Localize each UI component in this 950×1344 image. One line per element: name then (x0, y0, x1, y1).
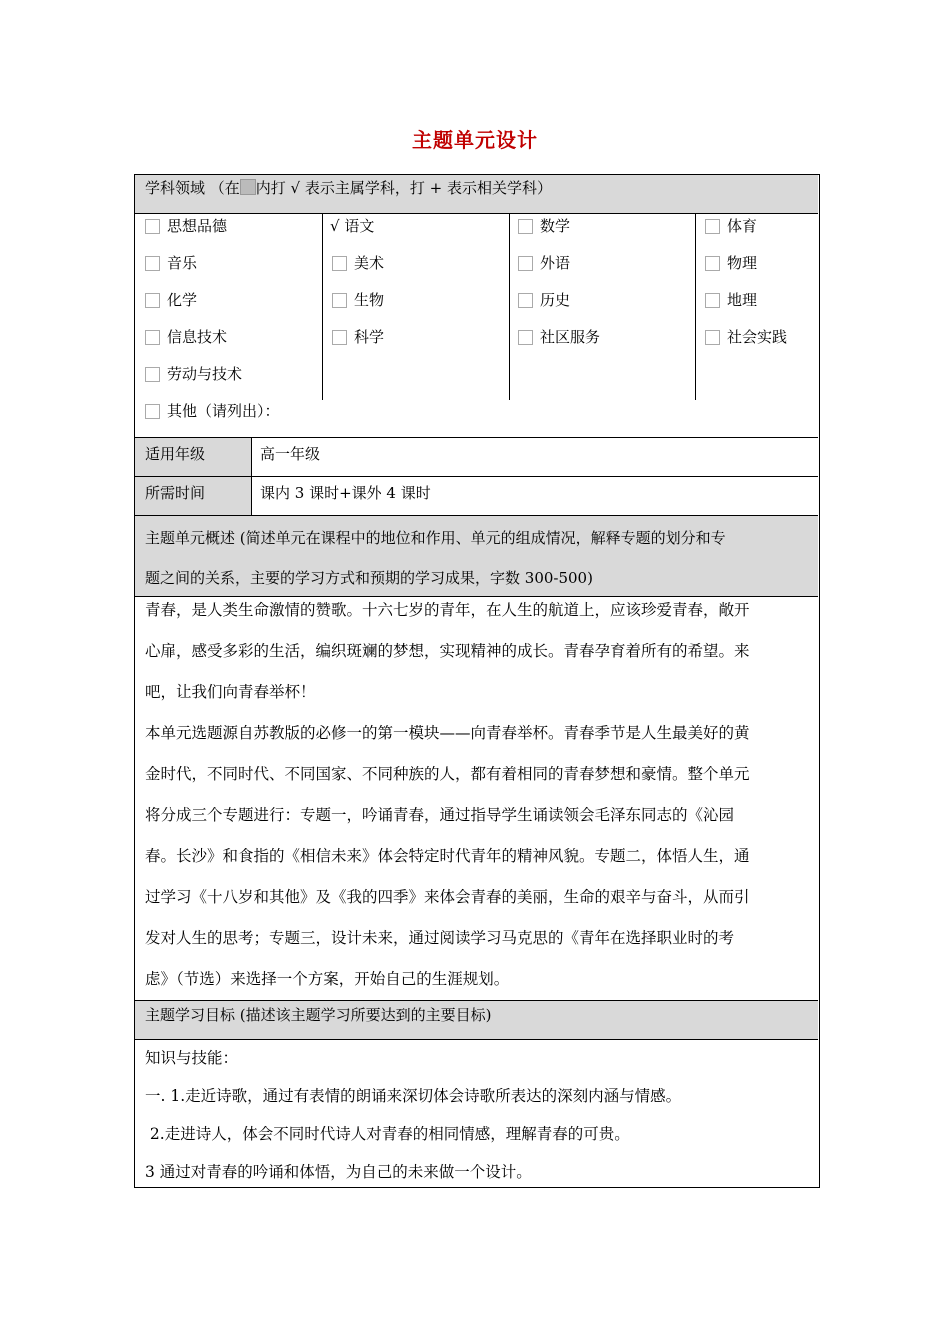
goals-line: 3 通过对青春的吟诵和体悟，为自己的未来做一个设计。 (145, 1163, 532, 1181)
overview-line: 金时代，不同时代、不同国家、不同种族的人，都有着相同的青春梦想和豪情。整个单元 (145, 765, 750, 783)
overview-header (135, 516, 818, 596)
unit-design-table (134, 174, 820, 1188)
subject-field-label-after: 内打 √ 表示主属学科，打 + 表示相关学科） (255, 179, 552, 197)
goals-line: 一. 1.走近诗歌，通过有表情的朗诵来深切体会诗歌所表达的深刻内涵与情感。 (145, 1087, 682, 1105)
time-label-cell (135, 477, 251, 515)
subject-science: 科学 (354, 328, 385, 346)
time-label: 所需时间 (145, 484, 206, 502)
subject-music: 音乐 (167, 254, 198, 272)
subject-biology: 生物 (354, 291, 385, 309)
subject-other: 其他（请列出）： (167, 402, 280, 420)
subject-chinese-checked: √ 语文 (330, 217, 375, 235)
overview-line: 心扉，感受多彩的生活，编织斑斓的梦想，实现精神的成长。青春孕育着所有的希望。来 (145, 642, 750, 660)
overview-line: 本单元选题源自苏教版的必修一的第一模块——向青春举杯。青春季节是人生最美好的黄 (145, 724, 750, 742)
subject-math: 数学 (540, 217, 571, 235)
checkbox-it[interactable] (145, 330, 160, 345)
checkbox-foreign-language[interactable] (518, 256, 533, 271)
subject-pe: 体育 (727, 217, 758, 235)
subject-art: 美术 (354, 254, 385, 272)
overview-line: 过学习《十八岁和其他》及《我的四季》来体会青春的美丽，生命的艰辛与奋斗，从而引 (145, 888, 750, 906)
goals-line: 2.走进诗人，体会不同时代诗人对青春的相同情感，理解青春的可贵。 (145, 1125, 630, 1143)
checkbox-community-service[interactable] (518, 330, 533, 345)
goals-body (145, 1039, 809, 1191)
checkbox-biology[interactable] (332, 293, 347, 308)
subject-social-practice: 社会实践 (727, 328, 788, 346)
subject-community-service: 社区服务 (540, 328, 601, 346)
checkbox-physics[interactable] (705, 256, 720, 271)
checkbox-labor[interactable] (145, 367, 160, 382)
overview-header-line1: 主题单元概述 (简述单元在课程中的地位和作用、单元的组成情况，解释专题的划分和专 (145, 529, 726, 547)
subject-geography: 地理 (727, 291, 758, 309)
subject-field-label-before: 学科领域 （在 (145, 179, 240, 197)
grade-label-cell (135, 438, 251, 476)
grade-value: 高一年级 (260, 445, 321, 463)
time-value: 课内 3 课时+课外 4 课时 (260, 484, 431, 502)
checkbox-geography[interactable] (705, 293, 720, 308)
goals-header-text: 主题学习目标 (描述该主题学习所要达到的主要目标) (145, 1006, 492, 1024)
subject-physics: 物理 (727, 254, 758, 272)
overview-line: 春。长沙》和食指的《相信未来》体会特定时代青年的精神风貌。专题二，体悟人生，通 (145, 847, 750, 865)
subject-history: 历史 (540, 291, 571, 309)
overview-line: 发对人生的思考；专题三，设计未来，通过阅读学习马克思的《青年在选择职业时的考 (145, 929, 735, 947)
subject-it: 信息技术 (167, 328, 228, 346)
checkbox-math[interactable] (518, 219, 533, 234)
overview-line: 吧，让我们向青春举杯！ (145, 683, 316, 701)
overview-header-line2: 题之间的关系，主要的学习方式和预期的学习成果，字数 300-500) (145, 569, 593, 587)
checkbox-moral[interactable] (145, 219, 160, 234)
checkbox-sample-icon (240, 179, 256, 195)
subject-chemistry: 化学 (167, 291, 198, 309)
subject-labor: 劳动与技术 (167, 365, 243, 383)
page-title: 主题单元设计 (412, 128, 538, 152)
checkbox-history[interactable] (518, 293, 533, 308)
subject-moral: 思想品德 (167, 217, 228, 235)
checkbox-music[interactable] (145, 256, 160, 271)
overview-line: 将分成三个专题进行：专题一，吟诵青春，通过指导学生诵读领会毛泽东同志的《沁园 (145, 806, 735, 824)
goals-header (135, 1001, 818, 1039)
grade-label: 适用年级 (145, 445, 206, 463)
checkbox-science[interactable] (332, 330, 347, 345)
checkbox-chemistry[interactable] (145, 293, 160, 308)
checkbox-social-practice[interactable] (705, 330, 720, 345)
checkbox-art[interactable] (332, 256, 347, 271)
overview-line: 青春，是人类生命激情的赞歌。十六七岁的青年，在人生的航道上，应该珍爱青春，敞开 (145, 601, 750, 619)
subject-foreign-language: 外语 (540, 254, 571, 272)
overview-line: 虑》（节选）来选择一个方案，开始自己的生涯规划。 (145, 970, 510, 988)
overview-body (145, 590, 809, 1000)
goals-line: 知识与技能： (145, 1049, 239, 1067)
checkbox-other[interactable] (145, 404, 160, 419)
checkbox-pe[interactable] (705, 219, 720, 234)
subject-field-header (135, 175, 818, 213)
